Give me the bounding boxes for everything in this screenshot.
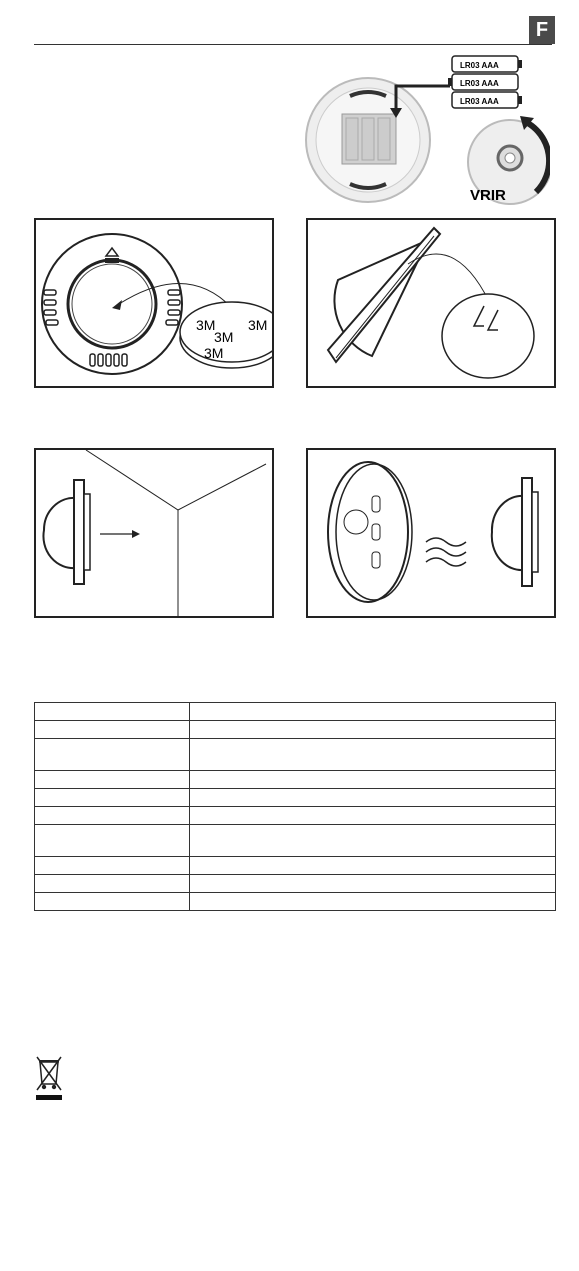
table-row xyxy=(35,807,556,825)
tape-label-1: 3M xyxy=(196,317,216,333)
spec-key-cell xyxy=(35,825,190,857)
battery-figure xyxy=(300,52,550,212)
spec-key-cell xyxy=(35,739,190,771)
spec-value-cell xyxy=(190,857,556,875)
tape-label-4: 3M xyxy=(204,345,224,361)
table-row xyxy=(35,739,556,771)
spec-key-cell xyxy=(35,857,190,875)
battery-label-2: LR03 AAA xyxy=(460,79,499,88)
battery-label-1: LR03 AAA xyxy=(460,61,499,70)
spec-key-cell xyxy=(35,807,190,825)
table-row xyxy=(35,721,556,739)
spec-key-cell xyxy=(35,789,190,807)
header-rule xyxy=(34,44,552,45)
spec-value-cell xyxy=(190,721,556,739)
spec-key-cell xyxy=(35,703,190,721)
spec-value-cell xyxy=(190,825,556,857)
spec-value-cell xyxy=(190,789,556,807)
spec-key-cell xyxy=(35,893,190,911)
spec-value-cell xyxy=(190,771,556,789)
figure-adhesive-pad xyxy=(34,218,274,388)
spec-value-cell xyxy=(190,703,556,721)
rotate-label: VRIR xyxy=(470,187,506,204)
tape-label-3: 3M xyxy=(248,317,268,333)
table-row xyxy=(35,703,556,721)
spec-value-cell xyxy=(190,807,556,825)
table-row xyxy=(35,875,556,893)
table-row xyxy=(35,893,556,911)
spec-value-cell xyxy=(190,893,556,911)
table-row xyxy=(35,771,556,789)
figure-mount-wall xyxy=(34,448,274,618)
table-row xyxy=(35,857,556,875)
spec-table xyxy=(34,702,556,911)
spec-key-cell xyxy=(35,721,190,739)
crossed-out-wheelie-bin-icon xyxy=(36,1056,62,1107)
battery-label-3: LR03 AAA xyxy=(460,97,499,106)
spec-value-cell xyxy=(190,875,556,893)
figure-motion-detection xyxy=(306,448,556,618)
figure-attach-light xyxy=(306,218,556,388)
spec-key-cell xyxy=(35,875,190,893)
spec-value-cell xyxy=(190,739,556,771)
spec-key-cell xyxy=(35,771,190,789)
table-row xyxy=(35,825,556,857)
tape-label-2: 3M xyxy=(214,329,234,345)
table-row xyxy=(35,789,556,807)
language-badge: F xyxy=(529,16,555,44)
